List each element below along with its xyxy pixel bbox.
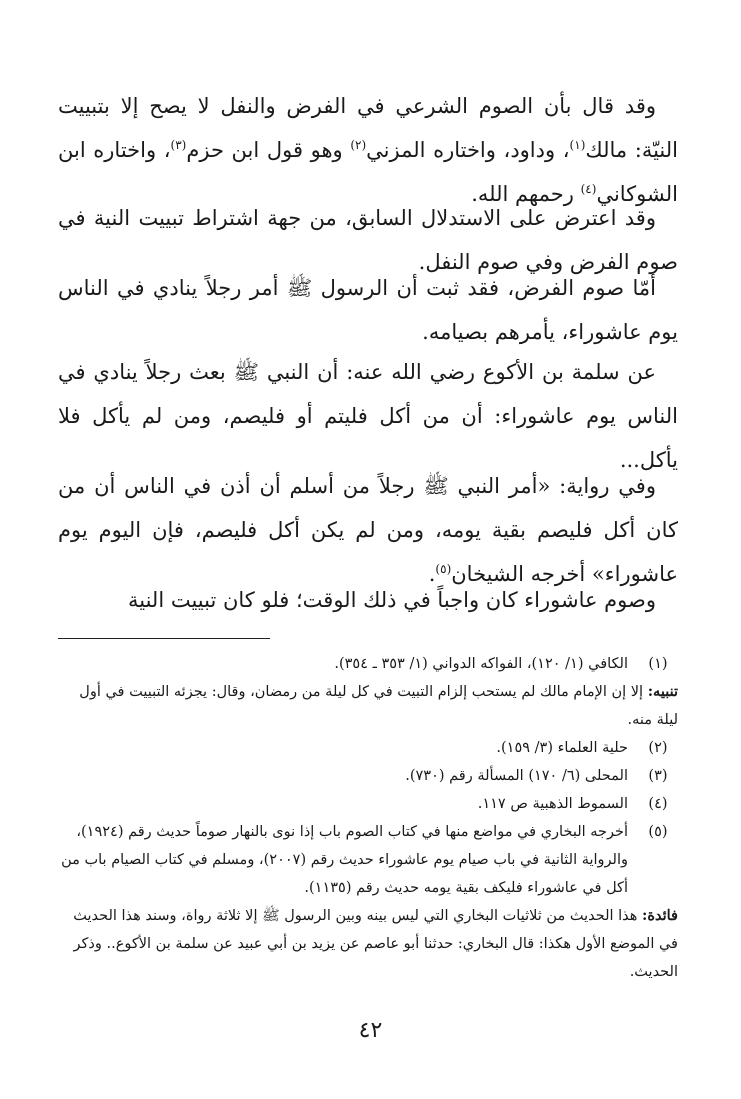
paragraph-1-text-e: رحمهم الله. [471, 182, 581, 206]
footnote-2 [58, 734, 678, 762]
footnote-number: (١) [648, 656, 668, 672]
footnote-number: (٢) [648, 740, 668, 756]
note-label: تنبيه: [647, 683, 678, 700]
footnote-text: السموط الذهبية ص ١١٧. [477, 796, 628, 812]
footnote-text: المحلى (٦/ ١٧٠) المسألة رقم (٧٣٠). [405, 768, 628, 784]
footnote-4 [58, 790, 678, 818]
footnote-ref-5[interactable]: (٥) [435, 562, 452, 576]
footnote-text: حلية العلماء (٣/ ١٥٩). [496, 740, 628, 756]
paragraph-1-text-b: ، وداود، واختاره المزني [366, 138, 570, 162]
footnote-ref-3[interactable]: (٣) [170, 138, 187, 152]
footnote-text: أخرجه البخاري في مواضع منها في كتاب الصوم باب إذا نوى بالنهار صوماً حديث رقم (١٩٢٤)، والرواية الثانية في باب صيام يوم عاشوراء حديث رقم (٢٠٠٧)، ومسلم في كتاب الصيام باب من أكل في عاشوراء فليكف بقية يومه حديث رقم (١١٣٥). [61, 824, 628, 896]
paragraph-5 [58, 464, 678, 596]
note-text: إلا إن الإمام مالك لم يستحب إلزام التبيت في كل ليلة من رمضان، وقال: يجزئه التبييت في أول ليلة منه. [79, 684, 678, 728]
paragraph-1-text-d: ، واختاره ابن الشوكاني [58, 138, 678, 206]
footnote-ref-2[interactable]: (٢) [350, 138, 367, 152]
footnote-ref-1[interactable]: (١) [569, 138, 586, 152]
paragraph-2: وقد اعترض على الاستدلال السابق، من جهة اشتراط تبييت النية في صوم الفرض وفي صوم النفل. [58, 206, 678, 274]
page-number: ٤٢ [358, 1018, 383, 1043]
paragraph-1-text-a: وقد قال بأن الصوم الشرعي في الفرض والنفل لا يصح إلا بتبييت النيّة: مالك [58, 94, 678, 162]
footnote-number: (٣) [648, 768, 668, 784]
footnote-number: (٤) [648, 796, 668, 812]
paragraph-5-text-b: . [428, 562, 436, 586]
footnote-text: الكافي (١/ ١٢٠)، الفواكه الدواني (١/ ٣٥٣ ـ ٣٥٤). [334, 656, 628, 672]
note-faida [58, 902, 678, 986]
paragraph-6: وصوم عاشوراء كان واجباً في ذلك الوقت؛ فلو كان تبييت النية [127, 588, 656, 612]
footnotes [58, 650, 678, 986]
footnote-3 [58, 762, 678, 790]
paragraph-3: أمّا صوم الفرض، فقد ثبت أن الرسول ﷺ أمر رجلاً ينادي في الناس يوم عاشوراء، يأمرهم بصيامه. [58, 276, 678, 344]
paragraph-5-text-a: وفي رواية: «أمر النبي ﷺ رجلاً من أسلم أن أذن في الناس أن من كان أكل فليصم بقية يومه، ومن لم يكن أكل فليصم، فإن اليوم يوم عاشوراء» أخرجه الشيخان [58, 474, 678, 586]
footnote-ref-4[interactable]: (٤) [580, 182, 597, 196]
footnote-number: (٥) [648, 824, 668, 840]
note-tanbih [58, 678, 678, 734]
footnote-divider [58, 638, 270, 639]
book-page [58, 0, 678, 1099]
footnote-1 [58, 650, 678, 678]
note-label: فائدة: [642, 907, 678, 924]
paragraph-4: عن سلمة بن الأكوع رضي الله عنه: أن النبي ﷺ بعث رجلاً ينادي في الناس يوم عاشوراء: أن من أكل فليتم أو فليصم، ومن لم يأكل فلا يأكل... [58, 360, 678, 472]
paragraph-1-text-c: وهو قول ابن حزم [186, 138, 351, 162]
footnote-5 [58, 818, 678, 902]
note-text: هذا الحديث من ثلاثيات البخاري التي ليس بينه وبين الرسول ﷺ إلا ثلاثة رواة، وسند هذا الحديث في الموضع الأول هكذا: قال البخاري: حدثنا أبو عاصم عن يزيد بن أبي عبيد عن سلمة بن الأكوع.. وذكر الحديث. [73, 908, 678, 980]
